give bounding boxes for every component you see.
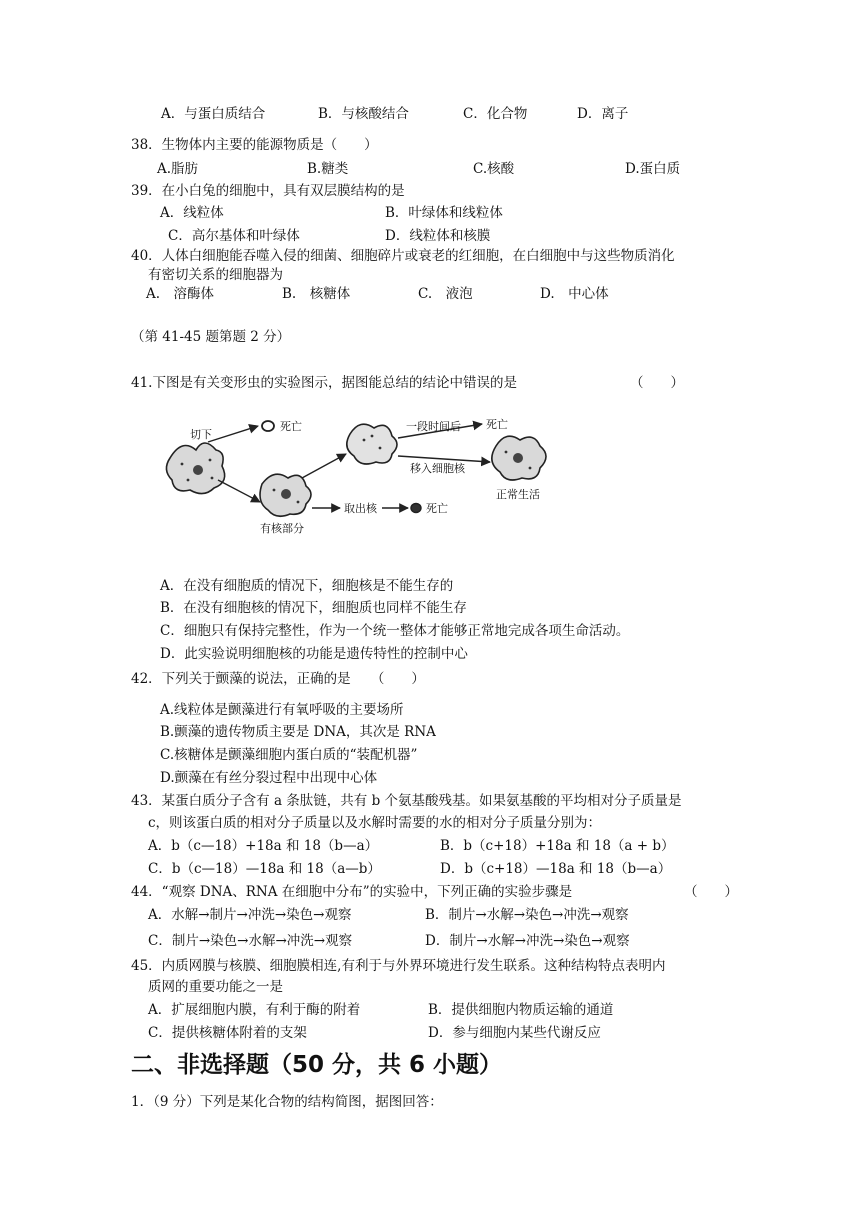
q39-option-a: A．线粒体 [160, 205, 224, 221]
q39-option-c: C．高尔基体和叶绿体 [168, 228, 300, 244]
q42-stem: 42．下列关于颤藻的说法，正确的是 （ ） [131, 671, 425, 687]
fig-label-normal: 正常生活 [496, 488, 540, 501]
q44-option-b: B．制片→水解→染色→冲洗→观察 [425, 907, 629, 923]
q43-stem-line1: 43．某蛋白质分子含有 a 条肽链，共有 b 个氨基酸残基。如果氨基酸的平均相对分子质量是 [131, 793, 682, 809]
q41-stem: 41.下图是有关变形虫的实验图示，据图能总结的结论中错误的是 [131, 375, 517, 391]
q1-stem: 1．（9 分）下列是某化合物的结构简图，据图回答： [131, 1094, 443, 1110]
q42-option-d: D.颤藻在有丝分裂过程中出现中心体 [160, 770, 378, 786]
q38-stem: 38．生物体内主要的能源物质是（ ） [131, 137, 378, 153]
q38-option-a: A.脂肪 [157, 161, 199, 177]
q44-stem: 44．“观察 DNA、RNA 在细胞中分布”的实验中，下列正确的实验步骤是 [131, 884, 573, 900]
q43-option-c: C．b（c—18）—18a 和 18（a—b） [148, 861, 381, 877]
q37-option-b: B．与核酸结合 [318, 106, 409, 122]
q41-option-d: D．此实验说明细胞核的功能是遗传特性的控制中心 [160, 646, 468, 662]
q43-option-d: D．b（c+18）—18a 和 18（b—a） [440, 861, 672, 877]
q45-option-a: A．扩展细胞内膜，有利于酶的附着 [148, 1002, 361, 1018]
section-2-heading: 二、非选择题（50 分，共 6 小题） [131, 1052, 503, 1078]
q43-option-a: A．b（c—18）+18a 和 18（b—a） [148, 838, 379, 854]
q38-option-b: B.糖类 [307, 161, 349, 177]
q41-option-c: C．细胞只有保持完整性，作为一个统一整体才能够正常地完成各项生命活动。 [160, 623, 630, 639]
fig-label-nucleated: 有核部分 [260, 522, 304, 535]
q44-option-d: D．制片→水解→冲洗→染色→观察 [425, 933, 630, 949]
q37-option-d: D．离子 [577, 106, 629, 122]
q38-option-d: D.蛋白质 [625, 161, 681, 177]
score-note: （第 41-45 题第题 2 分） [131, 329, 291, 345]
amoeba-whole-cell [166, 443, 224, 494]
fig-label-after-time: 一段时间后 [406, 420, 461, 433]
q45-option-d: D．参与细胞内某些代谢反应 [428, 1025, 601, 1041]
fig-label-dead-3: 死亡 [426, 502, 448, 515]
q41-option-b: B．在没有细胞核的情况下，细胞质也同样不能生存 [160, 600, 467, 616]
q42-option-c: C.核糖体是颤藻细胞内蛋白质的“装配机器” [160, 747, 418, 763]
q40-option-c: C. 液泡 [418, 286, 473, 302]
q43-stem-line2: c，则该蛋白质的相对分子质量以及水解时需要的水的相对分子质量分别为： [148, 815, 602, 831]
fig-label-dead-2: 死亡 [486, 418, 508, 431]
amoeba-normal-cell [492, 436, 546, 480]
q39-stem: 39．在小白兔的细胞中，具有双层膜结构的是 [131, 183, 405, 199]
q41-answer-paren: （ ） [630, 375, 684, 391]
q42-option-a: A.线粒体是颤藻进行有氧呼吸的主要场所 [160, 702, 404, 718]
q45-option-b: B．提供细胞内物质运输的通道 [428, 1002, 614, 1018]
q44-answer-paren: （ ） [684, 884, 738, 900]
q42-option-b: B.颤藻的遗传物质主要是 DNA，其次是 RNA [160, 724, 436, 740]
fig-label-dead-1: 死亡 [280, 420, 302, 433]
amoeba-enucleated-cell [347, 424, 397, 464]
amoeba-nucleated-part [260, 474, 311, 516]
removed-nucleus-icon [411, 504, 421, 513]
q40-option-a: A. 溶酶体 [146, 286, 215, 302]
q44-option-c: C．制片→染色→水解→冲洗→观察 [148, 933, 353, 949]
q41-option-a: A．在没有细胞质的情况下，细胞核是不能生存的 [160, 578, 454, 594]
q45-stem-line1: 45．内质网膜与核膜、细胞膜相连,有利于与外界环境进行发生联系。这种结构特点表明内 [131, 958, 666, 974]
q45-option-c: C．提供核糖体附着的支架 [148, 1025, 307, 1041]
q39-option-d: D．线粒体和核膜 [385, 228, 491, 244]
q44-option-a: A．水解→制片→冲洗→染色→观察 [148, 907, 352, 923]
fig-label-transplant: 移入细胞核 [410, 462, 465, 475]
q45-stem-line2: 质网的重要功能之一是 [148, 979, 283, 995]
q40-stem-line2: 有密切关系的细胞器为 [148, 267, 283, 283]
q43-option-b: B．b（c+18）+18a 和 18（a + b） [440, 838, 675, 854]
q37-option-a: A．与蛋白质结合 [161, 106, 266, 122]
q40-option-b: B. 核糖体 [282, 286, 351, 302]
q38-option-c: C.核酸 [473, 161, 515, 177]
fig-label-remove-nucleus: 取出核 [344, 502, 377, 515]
q40-stem-line1: 40．人体白细胞能吞噬入侵的细菌、细胞碎片或衰老的红细胞，在白细胞中与这些物质消化 [131, 248, 675, 264]
fig-label-cut: 切下 [190, 428, 212, 441]
q39-option-b: B．叶绿体和线粒体 [385, 205, 503, 221]
q40-option-d: D. 中心体 [540, 286, 609, 302]
isolated-nucleus-icon [262, 421, 274, 431]
amoeba-experiment-figure [160, 398, 580, 546]
q37-option-c: C．化合物 [463, 106, 528, 122]
